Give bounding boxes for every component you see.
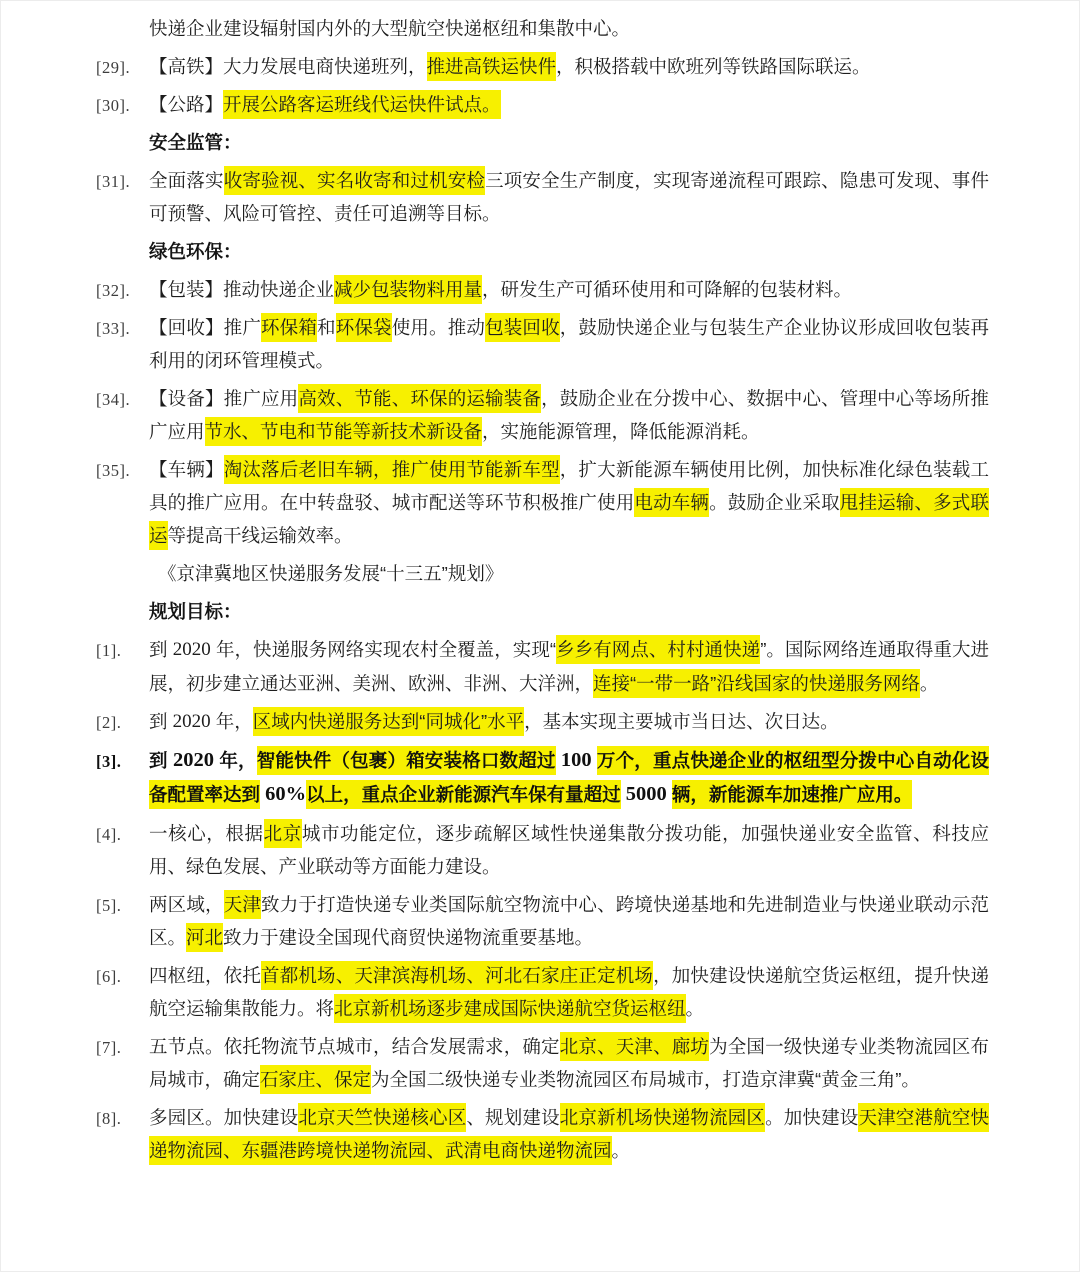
- highlighted-text: 天津: [224, 890, 261, 919]
- text-run: 【公路】: [149, 94, 224, 115]
- text-run: 五节点。依托物流节点城市，结合发展需求，确定: [149, 1036, 560, 1057]
- highlighted-text: 收寄验视、实名收寄和过机安检: [224, 166, 485, 195]
- text-run: 。鼓励企业采取: [709, 492, 840, 513]
- text-run: 到: [149, 750, 173, 771]
- text-run: ，积极搭载中欧班列等铁路国际联运。: [556, 56, 871, 77]
- paragraph: [96, 273, 989, 306]
- highlighted-text: 北京新机场快递物流园区: [560, 1103, 765, 1132]
- highlighted-text: 节水、节电和节能等新技术新设备: [205, 417, 483, 446]
- highlighted-text: 推进高铁运快件: [427, 52, 557, 81]
- paragraph-number: [33].: [96, 319, 131, 338]
- paragraph-number: [32].: [96, 281, 131, 300]
- text-run: 【高铁】大力发展电商快递班列，: [149, 56, 427, 77]
- highlighted-text: 河北: [186, 923, 223, 952]
- highlighted-text: 天津空港航空快递物流园、东疆港跨境快递物流园、武清电商快递物流园: [149, 1103, 989, 1165]
- highlighted-text: 北京、天津、廊坊: [560, 1032, 709, 1061]
- paragraph: [96, 88, 989, 121]
- highlighted-text: 电动车辆: [634, 488, 709, 517]
- paragraph: [96, 382, 989, 448]
- text-run: 、规划建设: [466, 1107, 560, 1128]
- text-run: 。: [611, 1140, 631, 1161]
- paragraph: [96, 164, 989, 230]
- paragraph-number: [7].: [96, 1038, 122, 1057]
- paragraph-number: [1].: [96, 641, 122, 660]
- highlighted-text: 北京新机场逐步建成国际快递航空货运枢纽: [334, 994, 686, 1023]
- text-run: ，扩大新能源车辆使用比例，加快标准化绿色装载工具的推广应用。在中转盘驳、城市配送等环节积极推广使用: [149, 459, 989, 513]
- section-heading: [96, 595, 989, 628]
- text-run: 年，: [214, 750, 257, 771]
- highlighted-text: 环保袋: [336, 313, 392, 342]
- text-run: 2020: [172, 710, 211, 732]
- text-run: 【回收】推广: [149, 317, 262, 338]
- highlighted-text: 智能快件（包裹）箱安装格口数超过: [257, 746, 556, 775]
- text-run: 2020: [172, 638, 211, 660]
- text-run: ，实施能源管理，降低能源消耗。: [482, 421, 760, 442]
- text-run: ，基本实现主要城市当日达、次日达。: [524, 711, 839, 732]
- text-run: 《京津冀地区快递服务发展“十三五”规划》: [158, 563, 504, 584]
- highlighted-text: 区域内快递服务达到“同城化”水平: [253, 707, 524, 736]
- text-run: 100: [555, 748, 597, 771]
- paragraph-number: [30].: [96, 96, 131, 115]
- text-run: 安全监管：: [149, 132, 242, 153]
- highlighted-text: 北京: [264, 819, 302, 848]
- paragraph: [96, 12, 989, 45]
- highlighted-text: 石家庄、保定: [260, 1065, 371, 1094]
- plan-title: [96, 557, 989, 590]
- text-run: 三项安全生产制度，实现寄递流程可跟踪、隐患可发现、事件可预警、风险可管控、责任可追溯等目标。: [149, 170, 989, 224]
- paragraph-number: [2].: [96, 713, 122, 732]
- highlighted-text: 乡乡有网点、村村通快递: [556, 635, 760, 664]
- paragraph-number: [29].: [96, 58, 131, 77]
- paragraph-number: [5].: [96, 896, 122, 915]
- highlighted-text: 连接“一带一路”沿线国家的快递服务网络: [593, 669, 920, 698]
- text-run: 2020: [173, 748, 214, 771]
- paragraph-number: [8].: [96, 1109, 122, 1128]
- text-run: 【车辆】: [149, 459, 224, 480]
- paragraph: [96, 50, 989, 83]
- highlighted-text: 开展公路客运班线代运快件试点。: [223, 90, 501, 119]
- text-run: 。: [685, 998, 705, 1019]
- text-run: 全面落实: [149, 170, 224, 191]
- text-run: 一核心，根据: [149, 823, 264, 844]
- text-run: 和: [317, 317, 336, 338]
- highlighted-text: 淘汰落后老旧车辆，推广使用节能新车型: [224, 455, 560, 484]
- text-run: 年，快递服务网络实现农村全覆盖，实现“: [210, 639, 557, 660]
- paragraph-number: [31].: [96, 172, 131, 191]
- highlighted-text: 高效、节能、环保的运输装备: [298, 384, 541, 413]
- text-run: 。: [919, 673, 939, 694]
- paragraph: [96, 959, 989, 1025]
- paragraph-number: [3].: [96, 752, 122, 771]
- text-run: 规划目标：: [149, 601, 242, 622]
- highlighted-text: 北京天竺快递核心区: [298, 1103, 466, 1132]
- text-run: 致力于打造快递专业类国际航空物流中心、跨境快递基地和先进制造业与快递业联动示范区。: [149, 894, 989, 948]
- paragraph: [96, 705, 989, 739]
- text-run: ”。国际网络连通取得重大进展，初步建立通达亚洲、美洲、欧洲、非洲、大洋洲，: [149, 639, 989, 694]
- text-run: 城市功能定位，逐步疏解区域性快递集散分拨功能，加强快递业安全监管、科技应用、绿色发展、产业联动等方面能力建设。: [149, 823, 989, 877]
- text-run: ，加快建设快递航空货运枢纽，提升快递航空运输集散能力。将: [149, 965, 989, 1019]
- section-heading: [96, 126, 989, 159]
- paragraph-number: [6].: [96, 967, 122, 986]
- text-run: 四枢纽，依托: [149, 965, 262, 986]
- paragraph-number: [34].: [96, 390, 131, 409]
- highlighted-text: 辆，新能源车加速推广应用。: [672, 780, 913, 809]
- text-run: 多园区。加快建设: [149, 1107, 299, 1128]
- text-run: 60%: [260, 782, 307, 805]
- text-run: 等提高干线运输效率。: [167, 525, 353, 546]
- text-run: 年，: [210, 711, 253, 732]
- text-run: 绿色环保：: [149, 241, 242, 262]
- highlighted-text: 环保箱: [261, 313, 317, 342]
- paragraph: [96, 1101, 989, 1167]
- text-run: 为全国二级快递专业类物流园区布局城市，打造京津冀“黄金三角”。: [371, 1069, 920, 1090]
- text-run: ，研发生产可循环使用和可降解的包装材料。: [482, 279, 853, 300]
- text-run: 【设备】推广应用: [149, 388, 299, 409]
- text-run: 快递企业建设辐射国内外的大型航空快递枢纽和集散中心。: [149, 18, 631, 39]
- text-run: 5000: [620, 782, 672, 805]
- text-run: 【包装】推动快递企业: [149, 279, 335, 300]
- paragraph: [96, 311, 989, 377]
- highlighted-text: 首都机场、天津滨海机场、河北石家庄正定机场: [261, 961, 653, 990]
- text-run: 两区域，: [149, 894, 224, 915]
- paragraph: [96, 1030, 989, 1096]
- document-body: [96, 12, 989, 1167]
- paragraph-number: [35].: [96, 461, 131, 480]
- highlighted-text: 包装回收: [485, 313, 560, 342]
- paragraph: [96, 633, 989, 700]
- section-heading: [96, 235, 989, 268]
- text-run: 。加快建设: [765, 1107, 859, 1128]
- text-run: 到: [149, 711, 173, 732]
- text-run: 致力于建设全国现代商贸快递物流重要基地。: [223, 927, 594, 948]
- paragraph-number: [4].: [96, 825, 122, 844]
- paragraph: [96, 744, 989, 812]
- text-run: ，鼓励快递企业与包装生产企业协议形成回收包装再利用的闭环管理模式。: [149, 317, 989, 371]
- text-run: 使用。推动: [391, 317, 486, 338]
- highlighted-text: 以上，重点企业新能源汽车保有量超过: [306, 780, 621, 809]
- text-run: ，鼓励企业在分拨中心、数据中心、管理中心等场所推广应用: [149, 388, 989, 442]
- highlighted-text: 万个，重点快递企业的枢纽型分拨中心自动化设备配置率达到: [149, 746, 989, 809]
- text-run: 为全国一级快递专业类物流园区布局城市，确定: [149, 1036, 989, 1090]
- paragraph: [96, 888, 989, 954]
- paragraph: [96, 453, 989, 552]
- highlighted-text: 甩挂运输、多式联运: [149, 488, 989, 550]
- text-run: 到: [149, 639, 173, 660]
- paragraph: [96, 817, 989, 883]
- highlighted-text: 减少包装物料用量: [334, 275, 482, 304]
